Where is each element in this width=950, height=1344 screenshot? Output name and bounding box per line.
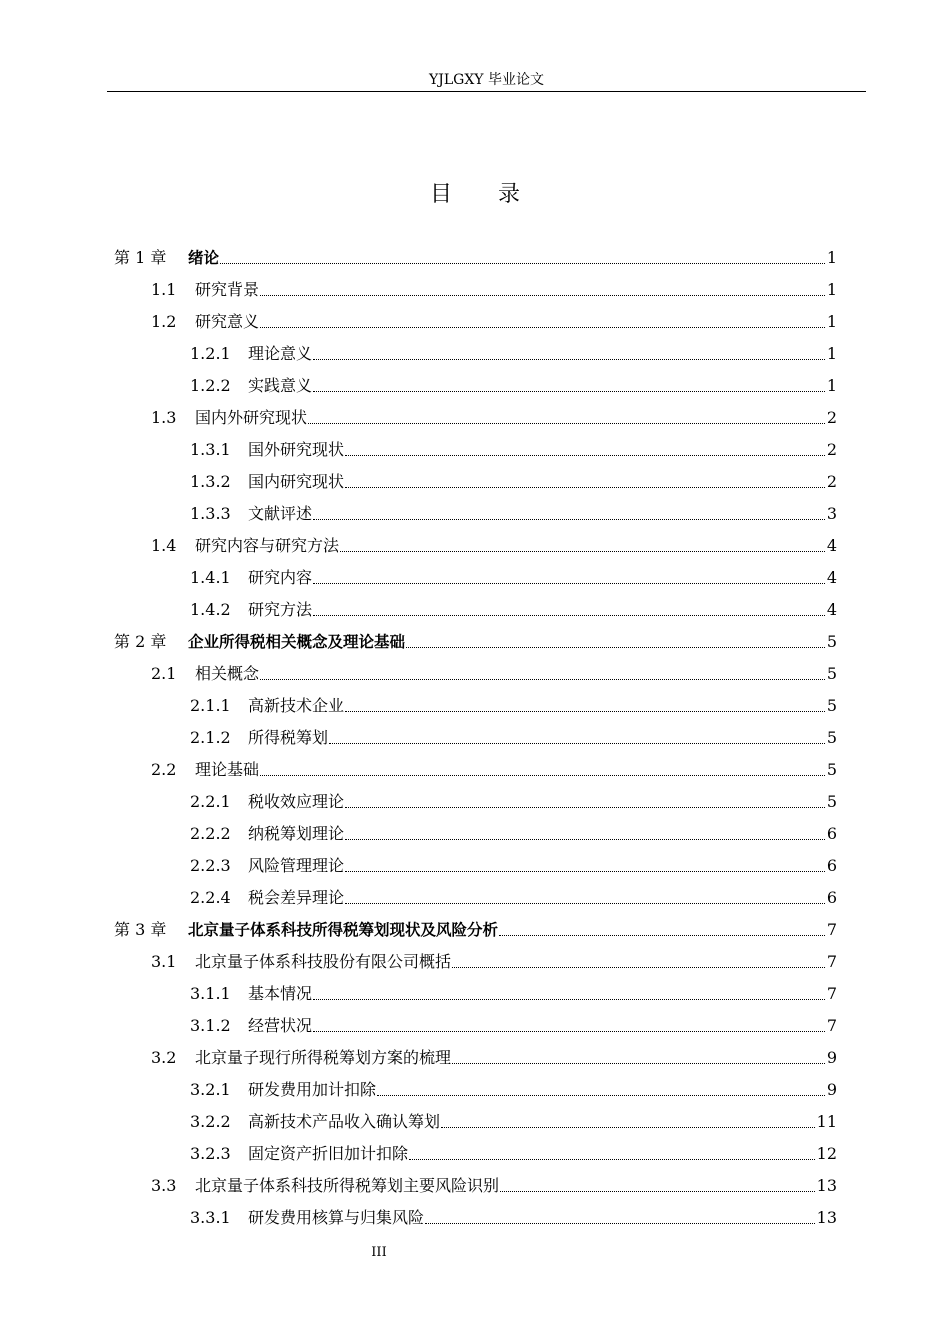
toc-entry-page: 4 <box>826 568 837 587</box>
toc-entry-number: 3.3 <box>151 1176 177 1195</box>
toc-entry-label: 高新技术企业 <box>248 696 345 715</box>
toc-entry-page: 6 <box>826 888 837 907</box>
toc-entry-label: 研发费用核算与归集风险 <box>248 1208 425 1227</box>
toc-entry[interactable] <box>190 597 837 621</box>
toc-entry-number: 1.3.3 <box>190 504 231 523</box>
toc-entry-number: 第 1 章 <box>114 248 167 267</box>
toc-entry-number: 2.2.2 <box>190 824 231 843</box>
toc-entry-label: 国外研究现状 <box>248 440 345 459</box>
toc-entry-label: 所得税筹划 <box>248 728 329 747</box>
toc-entry[interactable] <box>190 469 837 493</box>
toc-dot-leader <box>220 263 825 264</box>
toc-entry-page: 9 <box>826 1080 837 1099</box>
toc-dot-leader <box>425 1223 815 1224</box>
toc-entry[interactable] <box>151 309 837 333</box>
toc-dot-leader <box>313 359 825 360</box>
toc-entry-label: 研究内容与研究方法 <box>195 536 340 555</box>
toc-entry-number: 3.2.3 <box>190 1144 231 1163</box>
toc-entry-label: 相关概念 <box>195 664 260 683</box>
toc-dot-leader <box>313 583 825 584</box>
toc-entry-number: 2.1.2 <box>190 728 231 747</box>
toc-entry-number: 1.2.1 <box>190 344 231 363</box>
toc-entry-page: 11 <box>816 1112 837 1131</box>
toc-dot-leader <box>452 967 825 968</box>
toc-entry-page: 4 <box>826 536 837 555</box>
toc-dot-leader <box>441 1127 815 1128</box>
toc-entry[interactable] <box>190 565 837 589</box>
toc-entry-label: 北京量子体系科技所得税筹划现状及风险分析 <box>188 921 499 939</box>
toc-entry-label: 实践意义 <box>248 376 313 395</box>
toc-dot-leader <box>377 1095 825 1096</box>
toc-entry-page: 7 <box>826 984 837 1003</box>
toc-entry-label: 国内研究现状 <box>248 472 345 491</box>
toc-dot-leader <box>345 839 825 840</box>
toc-entry-page: 4 <box>826 600 837 619</box>
toc-entry[interactable] <box>190 1109 837 1133</box>
toc-dot-leader <box>345 711 825 712</box>
toc-entry-page: 9 <box>826 1048 837 1067</box>
toc-entry-label: 北京量子现行所得税筹划方案的梳理 <box>195 1048 452 1067</box>
toc-entry[interactable] <box>190 821 837 845</box>
toc-entry-number: 2.2.1 <box>190 792 231 811</box>
toc-dot-leader <box>313 999 825 1000</box>
toc-dot-leader <box>313 391 825 392</box>
toc-entry-page: 3 <box>826 504 837 523</box>
toc-entry[interactable] <box>190 725 837 749</box>
toc-entry-label: 北京量子体系科技所得税筹划主要风险识别 <box>195 1176 500 1195</box>
toc-entry[interactable] <box>190 341 837 365</box>
toc-entry-number: 第 2 章 <box>114 632 167 651</box>
toc-entry-page: 2 <box>826 408 837 427</box>
toc-entry-page: 6 <box>826 824 837 843</box>
toc-dot-leader <box>313 615 825 616</box>
toc-entry-page: 13 <box>816 1208 837 1227</box>
toc-entry-label: 研究方法 <box>248 600 313 619</box>
toc-dot-leader <box>329 743 825 744</box>
toc-entry-number: 3.3.1 <box>190 1208 231 1227</box>
toc-entry[interactable] <box>151 277 837 301</box>
header-rule <box>107 91 866 92</box>
toc-entry-label: 经营状况 <box>248 1016 313 1035</box>
toc-entry-page: 2 <box>826 472 837 491</box>
toc-dot-leader <box>452 1063 825 1064</box>
toc-dot-leader <box>260 775 825 776</box>
toc-entry-label: 纳税筹划理论 <box>248 824 345 843</box>
toc-entry-label: 文献评述 <box>248 504 313 523</box>
toc-entry-page: 1 <box>826 344 837 363</box>
toc-entry-page: 7 <box>826 952 837 971</box>
toc-entry-label: 北京量子体系科技股份有限公司概括 <box>195 952 452 971</box>
toc-entry-label: 高新技术产品收入确认筹划 <box>248 1112 441 1131</box>
toc-dot-leader <box>500 1191 815 1192</box>
toc-entry-number: 3.1.1 <box>190 984 231 1003</box>
toc-entry-number: 2.2.3 <box>190 856 231 875</box>
toc-entry[interactable] <box>151 1045 837 1069</box>
toc-entry-number: 2.2 <box>151 760 177 779</box>
toc-dot-leader <box>345 903 825 904</box>
toc-dot-leader <box>345 455 825 456</box>
toc-entry-page: 7 <box>826 1016 837 1035</box>
toc-entry-number: 1.2.2 <box>190 376 231 395</box>
toc-dot-leader <box>260 679 825 680</box>
toc-entry-number: 2.1 <box>151 664 177 683</box>
toc-entry[interactable] <box>114 917 837 941</box>
toc-dot-leader <box>406 647 825 648</box>
toc-entry-page: 5 <box>826 632 837 651</box>
toc-entry[interactable] <box>190 693 837 717</box>
toc-entry-label: 理论意义 <box>248 344 313 363</box>
toc-entry-page: 5 <box>826 696 837 715</box>
toc-entry-number: 2.2.4 <box>190 888 231 907</box>
toc-entry-number: 3.2.2 <box>190 1112 231 1131</box>
toc-entry-number: 3.1.2 <box>190 1016 231 1035</box>
toc-entry[interactable] <box>190 981 837 1005</box>
toc-dot-leader <box>313 519 825 520</box>
toc-entry-page: 1 <box>826 248 837 267</box>
toc-entry-page: 13 <box>816 1176 837 1195</box>
toc-entry-number: 3.2 <box>151 1048 177 1067</box>
toc-entry[interactable] <box>190 373 837 397</box>
toc-entry[interactable] <box>190 501 837 525</box>
toc-entry-label: 研发费用加计扣除 <box>248 1080 377 1099</box>
page-number: III <box>371 1245 387 1260</box>
toc-entry[interactable] <box>190 1205 837 1229</box>
toc-entry-number: 3.1 <box>151 952 177 971</box>
toc-entry[interactable] <box>151 533 837 557</box>
toc-dot-leader <box>260 327 825 328</box>
toc-entry[interactable] <box>190 1077 837 1101</box>
toc-dot-leader <box>499 935 825 936</box>
toc-entry[interactable] <box>190 437 837 461</box>
toc-dot-leader <box>340 551 825 552</box>
toc-entry-number: 1.4 <box>151 536 177 555</box>
toc-entry-label: 基本情况 <box>248 984 313 1003</box>
toc-entry-label: 固定资产折旧加计扣除 <box>248 1144 409 1163</box>
toc-entry-label: 税收效应理论 <box>248 792 345 811</box>
toc-entry-page: 1 <box>826 312 837 331</box>
toc-entry[interactable] <box>190 1013 837 1037</box>
toc-entry[interactable] <box>190 885 837 909</box>
toc-entry-page: 1 <box>826 280 837 299</box>
toc-title: 目录 <box>429 182 566 207</box>
toc-entry-number: 1.2 <box>151 312 177 331</box>
toc-entry-label: 研究意义 <box>195 312 260 331</box>
toc-entry[interactable] <box>190 789 837 813</box>
toc-entry-page: 7 <box>826 920 837 939</box>
toc-entry-label: 风险管理理论 <box>248 856 345 875</box>
toc-entry-page: 5 <box>826 792 837 811</box>
toc-entry-number: 1.3 <box>151 408 177 427</box>
toc-entry-number: 1.3.1 <box>190 440 231 459</box>
toc-entry-page: 12 <box>816 1144 837 1163</box>
toc-entry-page: 5 <box>826 760 837 779</box>
toc-entry-number: 1.1 <box>151 280 177 299</box>
toc-entry[interactable] <box>190 853 837 877</box>
toc-entry-number: 3.2.1 <box>190 1080 231 1099</box>
toc-entry[interactable] <box>190 1141 837 1165</box>
toc-entry-label: 研究内容 <box>248 568 313 587</box>
toc-entry[interactable] <box>114 245 837 269</box>
toc-entry[interactable] <box>151 1173 837 1197</box>
toc-entry-number: 1.3.2 <box>190 472 231 491</box>
toc-entry-number: 1.4.1 <box>190 568 231 587</box>
toc-entry[interactable] <box>151 661 837 685</box>
toc-entry[interactable] <box>151 949 837 973</box>
toc-dot-leader <box>345 871 825 872</box>
toc-dot-leader <box>345 487 825 488</box>
toc-dot-leader <box>409 1159 815 1160</box>
toc-entry[interactable] <box>151 757 837 781</box>
toc-entry-label: 绪论 <box>188 249 220 267</box>
toc-entry-page: 5 <box>826 664 837 683</box>
toc-dot-leader <box>308 423 825 424</box>
toc-entry-label: 企业所得税相关概念及理论基础 <box>188 633 406 651</box>
toc-entry-number: 1.4.2 <box>190 600 231 619</box>
toc-entry-label: 税会差异理论 <box>248 888 345 907</box>
toc-dot-leader <box>345 807 825 808</box>
toc-dot-leader <box>313 1031 825 1032</box>
toc-entry[interactable] <box>114 629 837 653</box>
toc-entry-number: 第 3 章 <box>114 920 167 939</box>
toc-dot-leader <box>260 295 825 296</box>
toc-entry-page: 5 <box>826 728 837 747</box>
toc-entry-number: 2.1.1 <box>190 696 231 715</box>
page-header: YJLGXY 毕业论文 <box>429 72 544 88</box>
toc-entry-label: 研究背景 <box>195 280 260 299</box>
toc-entry-label: 理论基础 <box>195 760 260 779</box>
toc-entry-page: 1 <box>826 376 837 395</box>
toc-entry[interactable] <box>151 405 837 429</box>
toc-entry-page: 6 <box>826 856 837 875</box>
toc-entry-label: 国内外研究现状 <box>195 408 308 427</box>
toc-entry-page: 2 <box>826 440 837 459</box>
